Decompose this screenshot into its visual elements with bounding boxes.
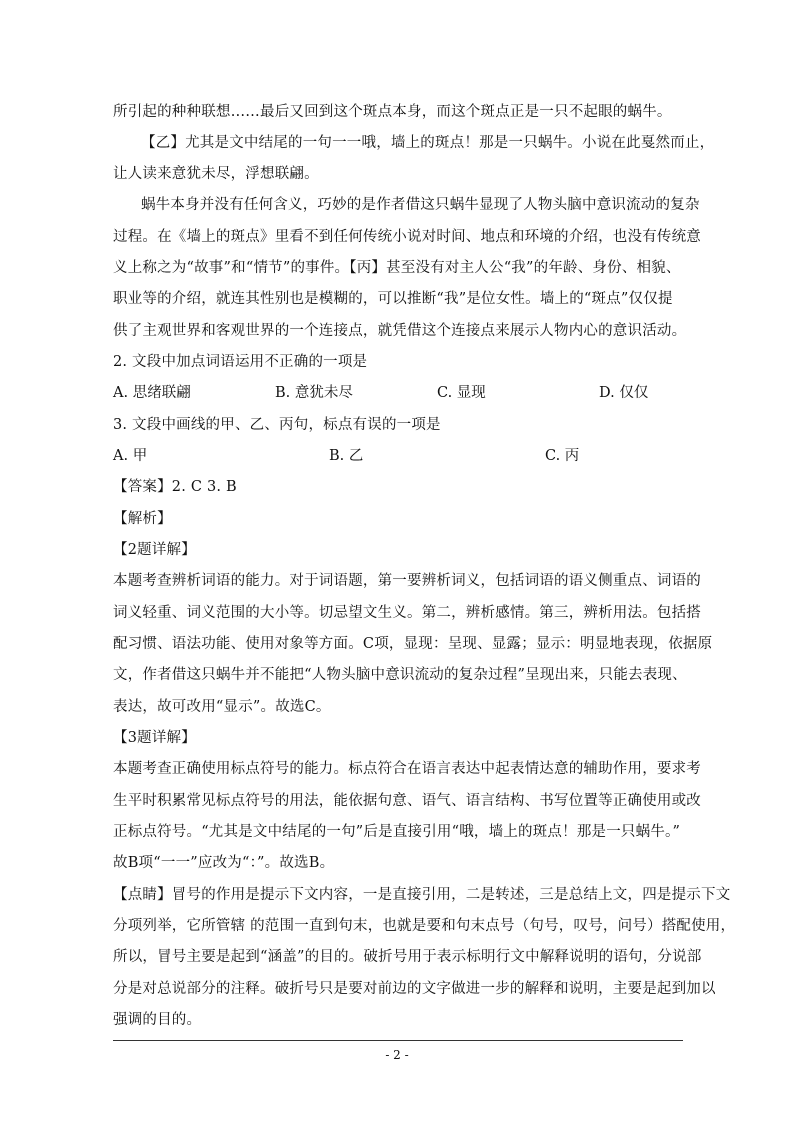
- q3-detail-line: 生平时积累常见标点符号的用法，能依据句意、语气、语言结构、书写位置等正确使用或改: [113, 793, 701, 809]
- tip-line: 强调的目的。: [113, 1012, 202, 1028]
- question-3-stem: 3. 文段中画线的甲、乙、丙句，标点有误的一项是: [113, 417, 441, 433]
- tip-line: 分项列举，它所管辖 的范围一直到句末，也就是要和句末点号（句号，叹号，问号）搭配使用，: [113, 918, 736, 934]
- passage-line: 职业等的介绍，就连其性别也是模糊的，可以推断“我”是位女性。墙上的“斑点”仅仅提: [113, 291, 673, 307]
- q2-option-a: A. 思绪联翩: [113, 385, 191, 401]
- q2-detail-heading: 【2题详解】: [113, 542, 196, 558]
- q2-detail-line: 配习惯、语法功能、使用对象等方面。C项，显现：呈现、显露；显示：明显地表现，依据原: [113, 636, 713, 652]
- page-number: - 2 -: [385, 1048, 409, 1062]
- q2-option-c: C. 显现: [437, 385, 486, 401]
- question-2-stem: 2. 文段中加点词语运用不正确的一项是: [113, 354, 368, 370]
- analysis-heading: 【解析】: [113, 511, 172, 527]
- q2-detail-line: 文，作者借这只蜗牛并不能把“人物头脑中意识流动的复杂过程”呈现出来，只能去表现、: [113, 667, 687, 683]
- q3-detail-line: 本题考查正确使用标点符号的能力。标点符合在语言表达中起表情达意的辅助作用，要求考: [113, 761, 701, 777]
- tip-line: 分是对总说部分的注释。破折号只是要对前边的文字做进一步的解释和说明，主要是起到加以: [113, 981, 716, 997]
- q3-option-c: C. 丙: [545, 448, 580, 464]
- q3-option-a: A. 甲: [113, 448, 148, 464]
- q3-detail-heading: 【3题详解】: [113, 730, 196, 746]
- passage-line: 过程。在《墙上的斑点》里看不到任何传统小说对时间、地点和环境的介绍，也没有传统意: [113, 229, 701, 245]
- passage-line: 【乙】尤其是文中结尾的一句一一哦，墙上的斑点！那是一只蜗牛。小说在此戛然而止，: [141, 135, 715, 151]
- q3-detail-line: 故B项“一一”应改为“：”。故选B。: [113, 855, 335, 871]
- q2-option-d: D. 仅仅: [599, 385, 649, 401]
- q2-option-b: B. 意犹未尽: [275, 385, 353, 401]
- passage-line: 供了主观世界和客观世界的一个连接点，就凭借这个连接点来展示人物内心的意识活动。: [113, 323, 687, 339]
- q3-option-b: B. 乙: [329, 448, 364, 464]
- tip-line: 【点睛】冒号的作用是提示下文内容，一是直接引用，二是转述，三是总结上文，四是提示下文: [113, 887, 731, 903]
- passage-line: 所引起的种种联想……最后又回到这个斑点本身，而这个斑点正是一只不起眼的蜗牛。: [113, 104, 672, 120]
- passage-line: 义上称之为“故事”和“情节”的事件。【丙】甚至没有对主人公“我”的年龄、身份、相貌、: [113, 260, 681, 276]
- passage-line: 让人读来意犹未尽，浮想联翩。: [113, 166, 319, 182]
- q3-detail-line: 正标点符号。“尤其是文中结尾的一句”后是直接引用“哦，墙上的斑点！那是一只蜗牛。”: [113, 824, 681, 840]
- tip-line: 所以，冒号主要是起到“涵盖”的目的。破折号用于表示标明行文中解释说明的语句，分说部: [113, 949, 702, 965]
- q2-detail-line: 表达，故可改用“显示”。故选C。: [113, 699, 331, 715]
- q2-detail-line: 词义轻重、词义范围的大小等。切忌望文生义。第二，辨析感情。第三，辨析用法。包括搭: [113, 605, 701, 621]
- footer-divider: [113, 1040, 683, 1041]
- q2-detail-line: 本题考查辨析词语的能力。对于词语题，第一要辨析词义，包括词语的语义侧重点、词语的: [113, 573, 701, 589]
- passage-line: 蜗牛本身并没有任何含义，巧妙的是作者借这只蜗牛显现了人物头脑中意识流动的复杂: [141, 197, 700, 213]
- answer-line: 【答案】2. C 3. B: [113, 479, 237, 495]
